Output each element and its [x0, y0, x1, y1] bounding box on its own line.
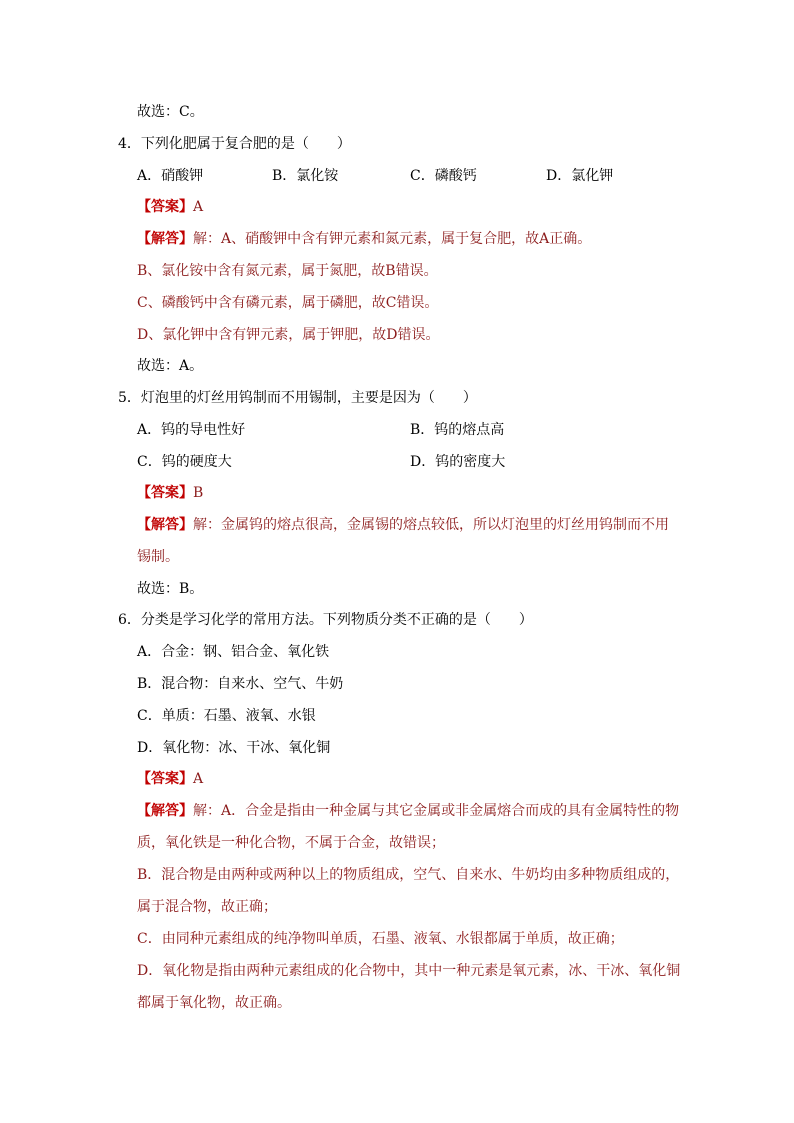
answer-tag: 【答案】 [137, 485, 193, 501]
answer-value: B [193, 485, 204, 501]
q4-conclusion: 故选：A。 [137, 358, 204, 374]
explain-tag: 【解答】 [137, 517, 193, 533]
q6-explain-line-1 [137, 801, 679, 821]
q6-explain-line-6: D．氧化物是指由两种元素组成的化合物中，其中一种元素是氧元素，冰、干冰、氧化铜 [137, 963, 681, 979]
q6-explain-line-3: B．混合物是由两种或两种以上的物质组成，空气、自来水、牛奶均由多种物质组成的， [137, 867, 680, 883]
explain-tag: 【解答】 [137, 231, 193, 247]
answer-tag: 【答案】 [137, 771, 193, 787]
q6-explain-line-4: 属于混合物，故正确； [137, 899, 277, 915]
q5-option-c: C．钨的硬度大 [137, 454, 232, 470]
q6-option-d: D．氧化物：冰、干冰、氧化铜 [137, 740, 331, 756]
q6-option-a: A．合金：钢、铝合金、氧化铁 [137, 644, 330, 660]
q3-conclusion: 故选：C。 [137, 104, 204, 120]
answer-tag: 【答案】 [137, 199, 193, 215]
q4-explain-line-2: B、氯化铵中含有氮元素，属于氮肥，故B错误。 [137, 263, 438, 279]
q6-explain-line-7: 都属于氧化物，故正确。 [137, 995, 291, 1011]
q5-option-a: A．钨的导电性好 [137, 422, 246, 438]
q6-option-b: B．混合物：自来水、空气、牛奶 [137, 676, 344, 692]
q6-explain-line-2: 质，氧化铁是一种化合物，不属于合金，故错误； [137, 835, 445, 851]
q5-option-b: B．钨的熔点高 [410, 422, 505, 438]
q4-explain-line-3: C、磷酸钙中含有磷元素，属于磷肥，故C错误。 [137, 295, 439, 311]
q6-explain-line-5: C．由同种元素组成的纯净物叫单质，石墨、液氧、水银都属于单质，故正确； [137, 931, 624, 947]
explain-text: 解：金属钨的熔点很高，金属锡的熔点较低，所以灯泡里的灯丝用钨制而不用 [193, 517, 669, 533]
q5-stem: 5．灯泡里的灯丝用钨制而不用锡制，主要是因为（ ） [118, 390, 477, 406]
explain-tag: 【解答】 [137, 803, 193, 819]
explain-text: 解：A、硝酸钾中含有钾元素和氮元素，属于复合肥，故A正确。 [193, 231, 592, 247]
q4-option-a: A．硝酸钾 [137, 168, 204, 184]
q5-explain-line-1 [137, 515, 669, 535]
q4-option-b: B．氯化铵 [272, 168, 339, 184]
q6-stem: 6．分类是学习化学的常用方法。下列物质分类不正确的是（ ） [118, 612, 533, 628]
q4-stem: 4．下列化肥属于复合肥的是（ ） [118, 136, 351, 152]
answer-value: A [193, 771, 204, 787]
q5-explain-line-2: 锡制。 [137, 549, 179, 565]
explain-text: 解：A．合金是指由一种金属与其它金属或非金属熔合而成的具有金属特性的物 [193, 803, 680, 819]
q5-conclusion: 故选：B。 [137, 581, 204, 597]
q4-explain-line-4: D、氯化钾中含有钾元素，属于钾肥，故D错误。 [137, 327, 440, 343]
q4-option-c: C．磷酸钙 [410, 168, 477, 184]
q4-explain-line-1 [137, 229, 591, 249]
q4-answer [137, 197, 203, 217]
q6-answer [137, 769, 203, 789]
q4-option-d: D．氯化钾 [546, 168, 614, 184]
q5-option-d: D．钨的密度大 [410, 454, 506, 470]
q5-answer [137, 483, 203, 503]
answer-value: A [193, 199, 204, 215]
q6-option-c: C．单质：石墨、液氧、水银 [137, 708, 316, 724]
